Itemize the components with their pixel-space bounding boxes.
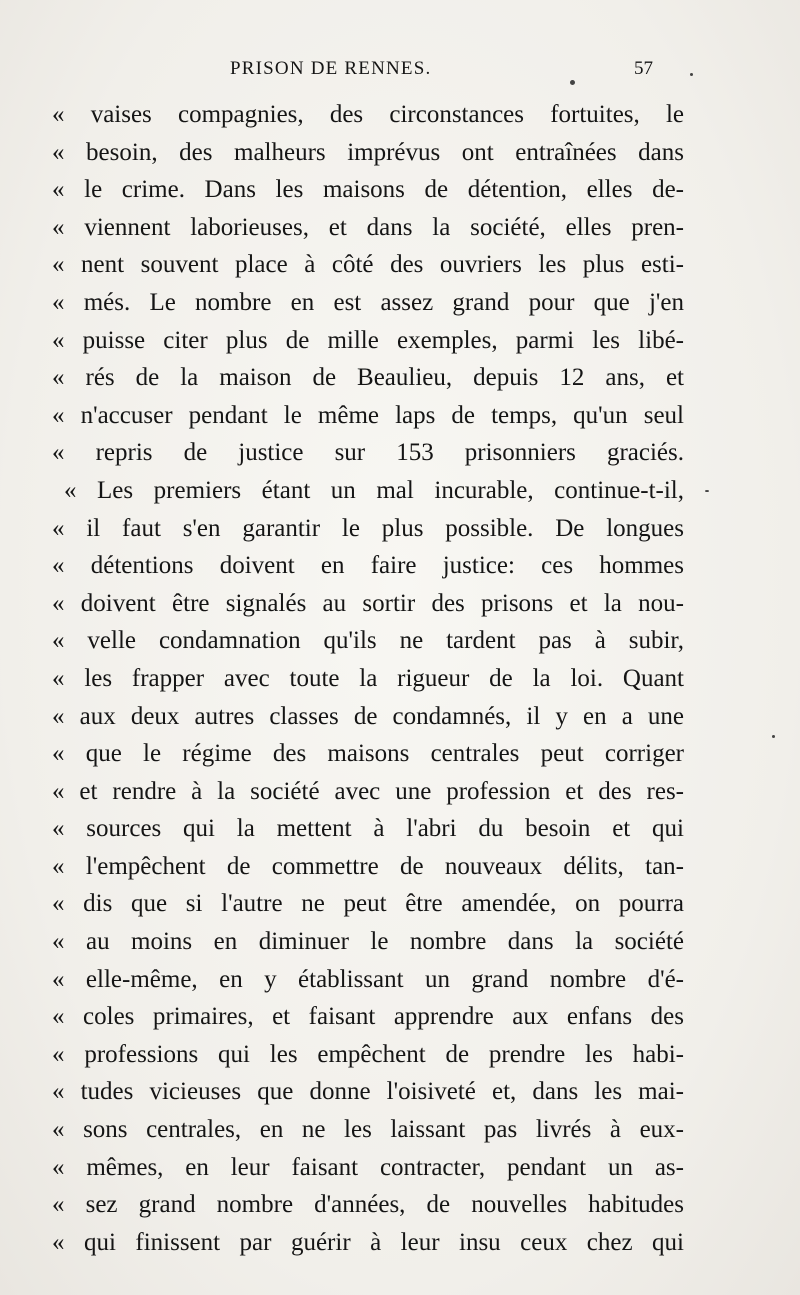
text-line: « sez grand nombre d'années, de nouvelles habitudes: [52, 1191, 684, 1219]
scan-speck: [772, 735, 775, 738]
scan-speck: [690, 73, 693, 76]
text-line: « nent souvent place à côté des ouvriers les plus esti-: [52, 251, 684, 279]
text-line: « dis que si l'autre ne peut être amendée, on pourra: [52, 890, 684, 918]
text-line: « rés de la maison de Beaulieu, depuis 12 ans, et: [52, 364, 684, 392]
text-line: « vaises compagnies, des circonstances fortuites, le: [52, 101, 684, 128]
text-line: « sources qui la mettent à l'abri du besoin et qui: [52, 815, 684, 843]
scan-speck: [705, 490, 709, 492]
text-line: « au moins en diminuer le nombre dans la société: [52, 928, 684, 956]
text-line: « les frapper avec toute la rigueur de la loi. Quant: [52, 664, 684, 692]
text-line: « l'empêchent de commettre de nouveaux délits, tan-: [52, 852, 684, 880]
text-line: « le crime. Dans les maisons de détention, elles de-: [52, 176, 684, 204]
running-head: [0, 58, 800, 88]
text-line: « tudes vicieuses que donne l'oisiveté et, dans les mai-: [52, 1078, 684, 1106]
text-line: « viennent laborieuses, et dans la société, elles pren-: [52, 213, 684, 241]
text-line: « il faut s'en garantir le plus possible. De longues: [52, 514, 684, 542]
text-line: « n'accuser pendant le même laps de temps, qu'un seul: [52, 401, 684, 429]
text-line: « sons centrales, en ne les laissant pas livrés à eux-: [52, 1116, 684, 1144]
scan-speck: [570, 80, 575, 85]
page-number: 57: [634, 58, 653, 79]
text-line: « repris de justice sur 153 prisonniers graciés.: [52, 439, 684, 467]
text-line: « aux deux autres classes de condamnés, il y en a une: [52, 702, 684, 730]
text-line: « qui finissent par guérir à leur insu ceux chez qui: [52, 1228, 684, 1256]
text-line: « doivent être signalés au sortir des prisons et la nou-: [52, 589, 684, 617]
text-line: « professions qui les empêchent de prendre les habi-: [52, 1040, 684, 1068]
text-line: « que le régime des maisons centrales peut corriger: [52, 740, 684, 768]
text-line: « détentions doivent en faire justice: ces hommes: [52, 552, 684, 580]
paragraph-start-line: « Les premiers étant un mal incurable, continue-t-il,: [64, 476, 684, 504]
text-line: « coles primaires, et faisant apprendre aux enfans des: [52, 1003, 684, 1031]
running-title: PRISON DE RENNES.: [230, 58, 432, 79]
text-line: « et rendre à la société avec une profession et des res-: [52, 777, 684, 805]
text-line: « puisse citer plus de mille exemples, parmi les libé-: [52, 326, 684, 354]
body-text: [52, 96, 684, 1261]
text-line: « més. Le nombre en est assez grand pour que j'en: [52, 288, 684, 316]
text-line: « velle condamnation qu'ils ne tardent pas à subir,: [52, 627, 684, 655]
text-line: « besoin, des malheurs imprévus ont entraînées dans: [52, 138, 684, 166]
text-line: « mêmes, en leur faisant contracter, pendant un as-: [52, 1153, 684, 1181]
text-line: « elle-même, en y établissant un grand nombre d'é-: [52, 965, 684, 993]
